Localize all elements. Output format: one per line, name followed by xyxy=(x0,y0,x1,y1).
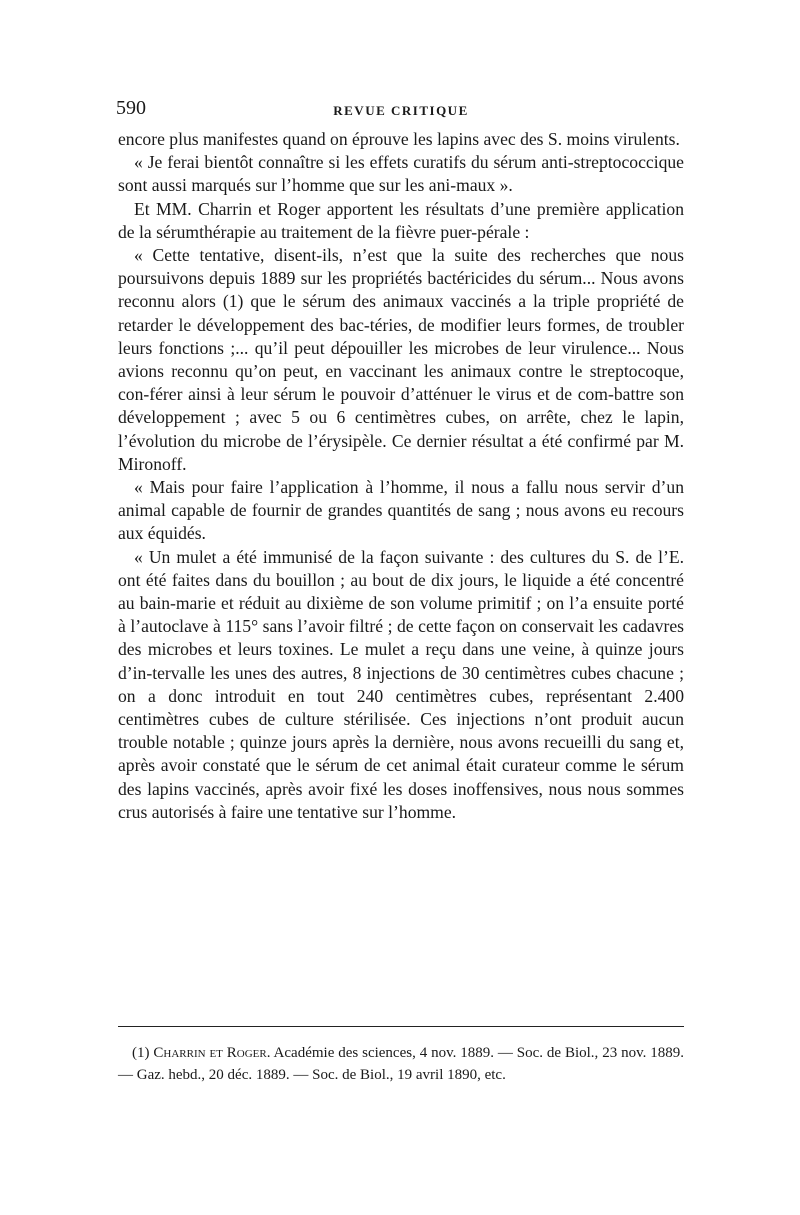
footnote xyxy=(118,1042,684,1086)
footnote-body: Académie des sciences, 4 nov. 1889. — Soc. de Biol., 23 nov. 1889. — Gaz. hebd., 20 déc. 1889. — Soc. de Biol., 19 avril 1890, etc. xyxy=(118,1045,684,1083)
paragraph-quote-tentative: « Cette tentative, disent-ils, n’est que la suite des recherches que nous poursuivons depuis 1889 sur les propriétés bactéricides du sérum... Nous avons reconnu alors (1) que le sérum des animaux vaccinés a la triple propriété de retarder le développement des bac-téries, de modifier leurs formes, de troubler leurs fonctions ;... qu’il peut dépouiller les microbes de leur virulence... Nous avions reconnu qu’on peut, en vaccinant les animaux contre le streptocoque, con-férer ainsi à leur sérum le pouvoir d’atténuer le virus et de com-battre son développement ; avec 5 ou 6 centimètres cubes, on arrête, chez le lapin, l’évolution du microbe de l’érysipèle. Ce dernier résultat a été confirmé par M. Mironoff. xyxy=(118,245,684,474)
paragraph-quote-curative: « Je ferai bientôt connaître si les effets curatifs du sérum anti-streptococcique sont aussi marqués sur l’homme que sur les ani-maux ». xyxy=(118,152,684,196)
paragraph-quote-equides: « Mais pour faire l’application à l’homme, il nous a fallu nous servir d’un animal capable de fournir de grandes quantités de sang ; nous avons eu recours aux équidés. xyxy=(118,477,684,544)
paragraph-quote-mulet: « Un mulet a été immunisé de la façon suivante : des cultures du S. de l’E. ont été faites dans du bouillon ; au bout de dix jours, le liquide a été concentré au bain-marie et réduit au dixième de son volume primitif ; on l’a ensuite porté à l’autoclave à 115° sans l’avoir filtré ; de cette façon on conservait les cadavres des microbes et leurs toxines. Le mulet a reçu dans une veine, à quinze jours d’in-tervalle les unes des autres, 8 injections de 30 centimètres cubes chacune ; on a donc introduit en tout 240 centimètres cubes, représentant 2.400 centimètres cubes de culture stérilisée. Ces injections n’ont produit aucun trouble notable ; quinze jours après la dernière, nous avons recueilli du sang et, après avoir constaté que le sérum de cet animal était curateur comme le sérum des lapins vaccinés, après avoir fixé les doses inoffensives, nous nous sommes crus autorisés à faire une tentative sur l’homme. xyxy=(118,546,684,822)
body-text xyxy=(118,128,684,824)
footnote-text xyxy=(118,1042,684,1086)
paragraph-charrin-roger: Et MM. Charrin et Roger apportent les résultats d’une première application de la sérumthérapie au traitement de la fièvre puer-pérale : xyxy=(118,198,684,242)
footnote-marker: (1) xyxy=(132,1045,150,1061)
page-number: 590 xyxy=(116,97,146,119)
paragraph-continuation: encore plus manifestes quand on éprouve les lapins avec des S. moins virulents. xyxy=(118,129,680,149)
footnote-rule xyxy=(118,1026,684,1027)
page-header xyxy=(116,97,686,121)
footnote-authors: Charrin et Roger. xyxy=(153,1045,271,1061)
running-head: REVUE CRITIQUE xyxy=(333,103,469,118)
